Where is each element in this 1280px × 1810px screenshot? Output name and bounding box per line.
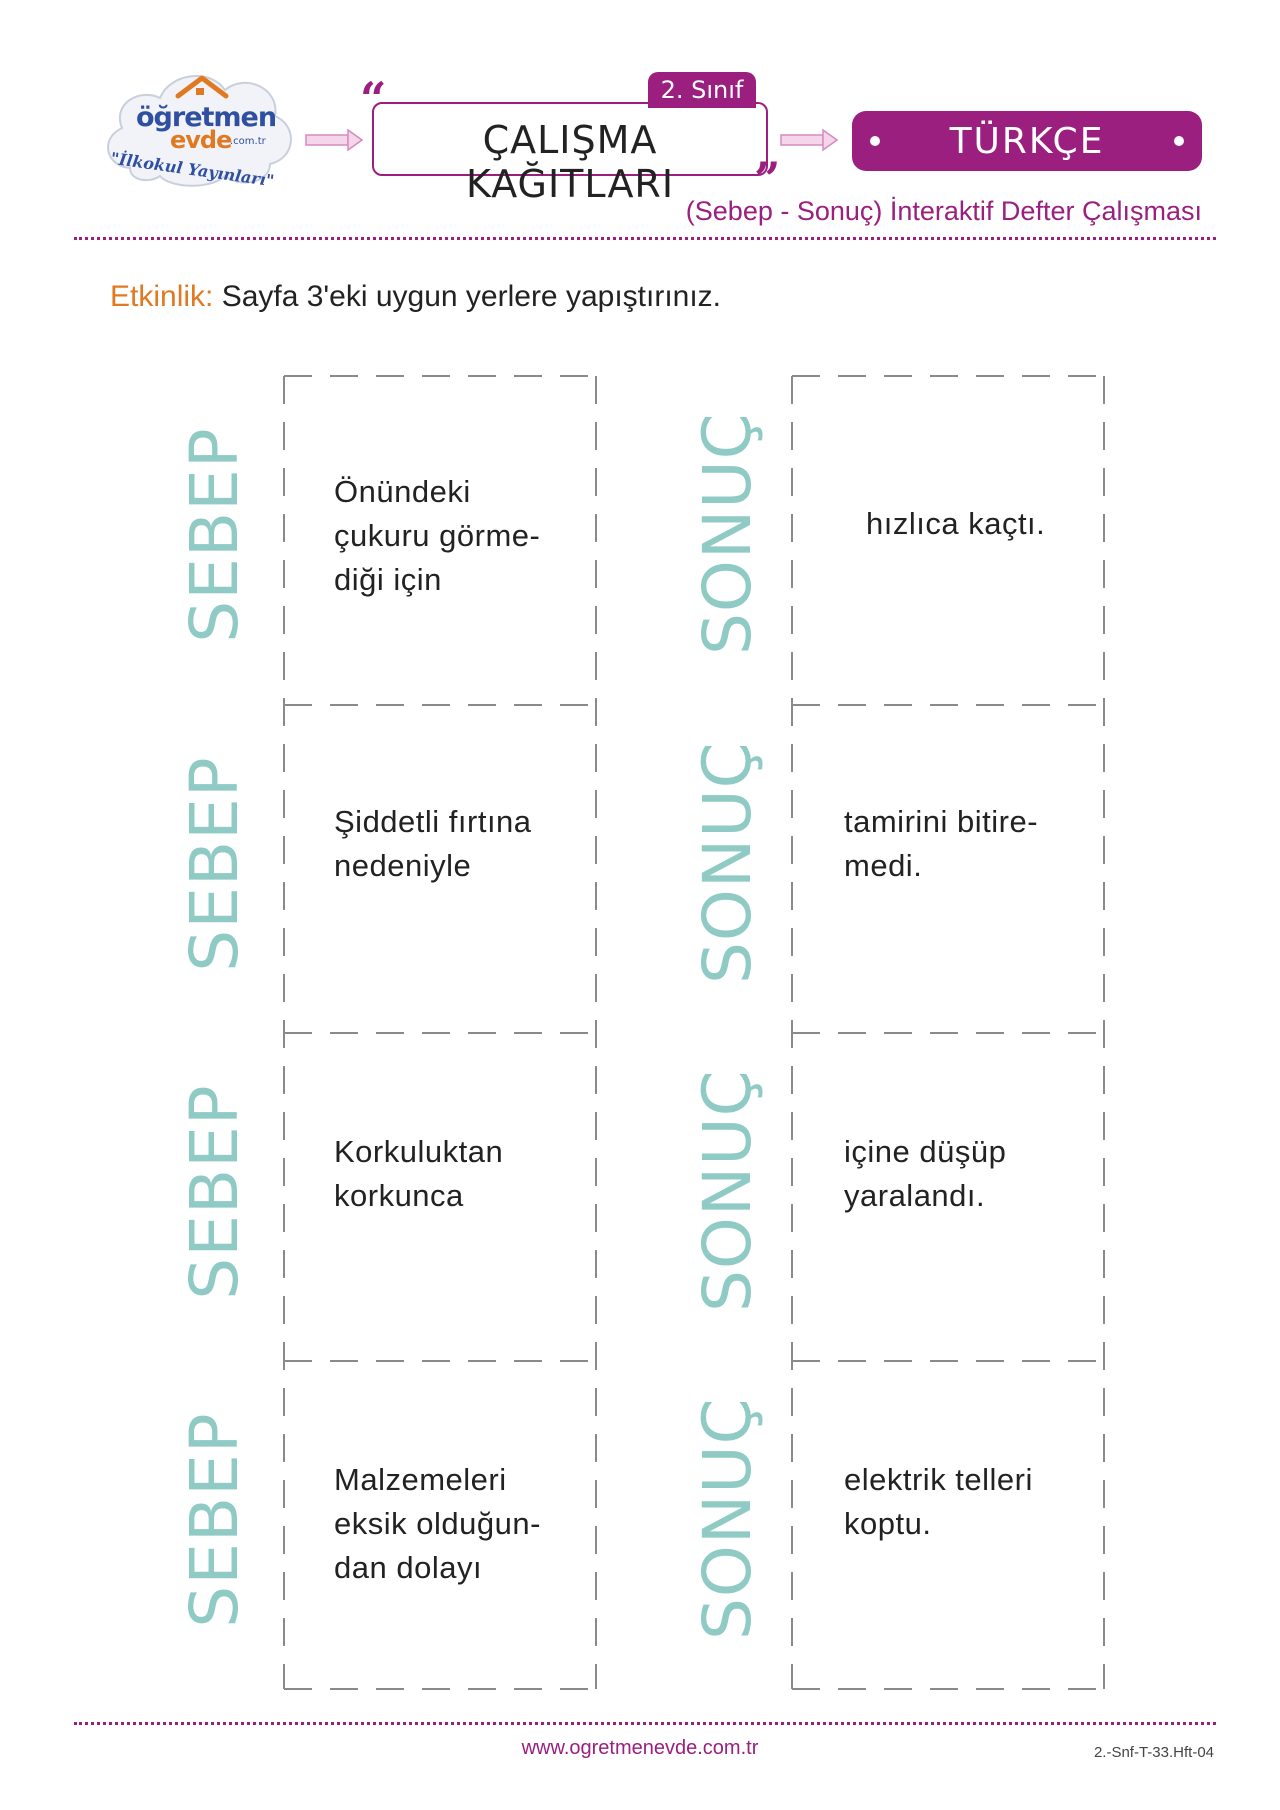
logo-tagline: "İlkokul Yayınları": [109, 148, 276, 191]
subject-badge: [852, 111, 1202, 171]
effect-text-1: hızlıca kaçtı.: [866, 506, 1046, 541]
effect-text-2: tamirini bitire- medi.: [844, 804, 1039, 883]
cause-text-4: Malzemeleri eksik olduğun- dan dolayı: [334, 1462, 541, 1585]
subtitle: (Sebep - Sonuç) İnteraktif Defter Çalışması: [685, 196, 1202, 226]
arrow-right-icon: [780, 129, 838, 151]
dot-icon: [1174, 136, 1184, 146]
activity-instruction: [110, 280, 721, 314]
header-divider: [74, 237, 1216, 240]
page-title: ÇALIŞMA KAĞITLARI: [465, 118, 675, 206]
subject-label: TÜRKÇE: [949, 121, 1105, 162]
effect-text-4: elektrik telleri koptu.: [844, 1462, 1033, 1541]
cause-label: SEBEP: [176, 427, 253, 643]
cause-label: SEBEP: [176, 1084, 253, 1300]
effect-text-3: içine düşüp yaralandı.: [844, 1134, 1007, 1213]
effect-label: SONUÇ: [689, 412, 766, 655]
logo: [100, 58, 300, 208]
cause-text-1: Önündeki çukuru görme- diği için: [334, 474, 541, 597]
effect-label: SONUÇ: [689, 1397, 766, 1640]
logo-domain: .com.tr: [230, 136, 266, 147]
cause-label: SEBEP: [176, 756, 253, 972]
activity-text: Sayfa 3'eki uygun yerlere yapıştırınız.: [221, 280, 722, 313]
effect-label: SONUÇ: [689, 1069, 766, 1312]
footer-code: 2.-Snf-T-33.Hft-04: [1093, 1744, 1214, 1761]
cause-label: SEBEP: [176, 1412, 253, 1628]
footer-url[interactable]: www.ogretmenevde.com.tr: [521, 1737, 759, 1759]
effect-label: SONUÇ: [689, 741, 766, 984]
activity-label: Etkinlik:: [110, 280, 214, 313]
title-box: [372, 102, 768, 206]
quote-open-icon: “: [360, 72, 387, 126]
cause-text-3: Korkuluktan korkunca: [334, 1134, 504, 1213]
arrow-right-icon: [305, 129, 363, 151]
quote-close-icon: ”: [754, 152, 781, 206]
logo-line1: öğretmen: [136, 102, 277, 133]
cause-text-2: Şiddetli fırtına nedeniyle: [334, 804, 532, 883]
grade-tab: 2. Sınıf: [648, 72, 756, 108]
logo-line2: evde: [170, 126, 232, 154]
footer-divider: [74, 1722, 1216, 1725]
